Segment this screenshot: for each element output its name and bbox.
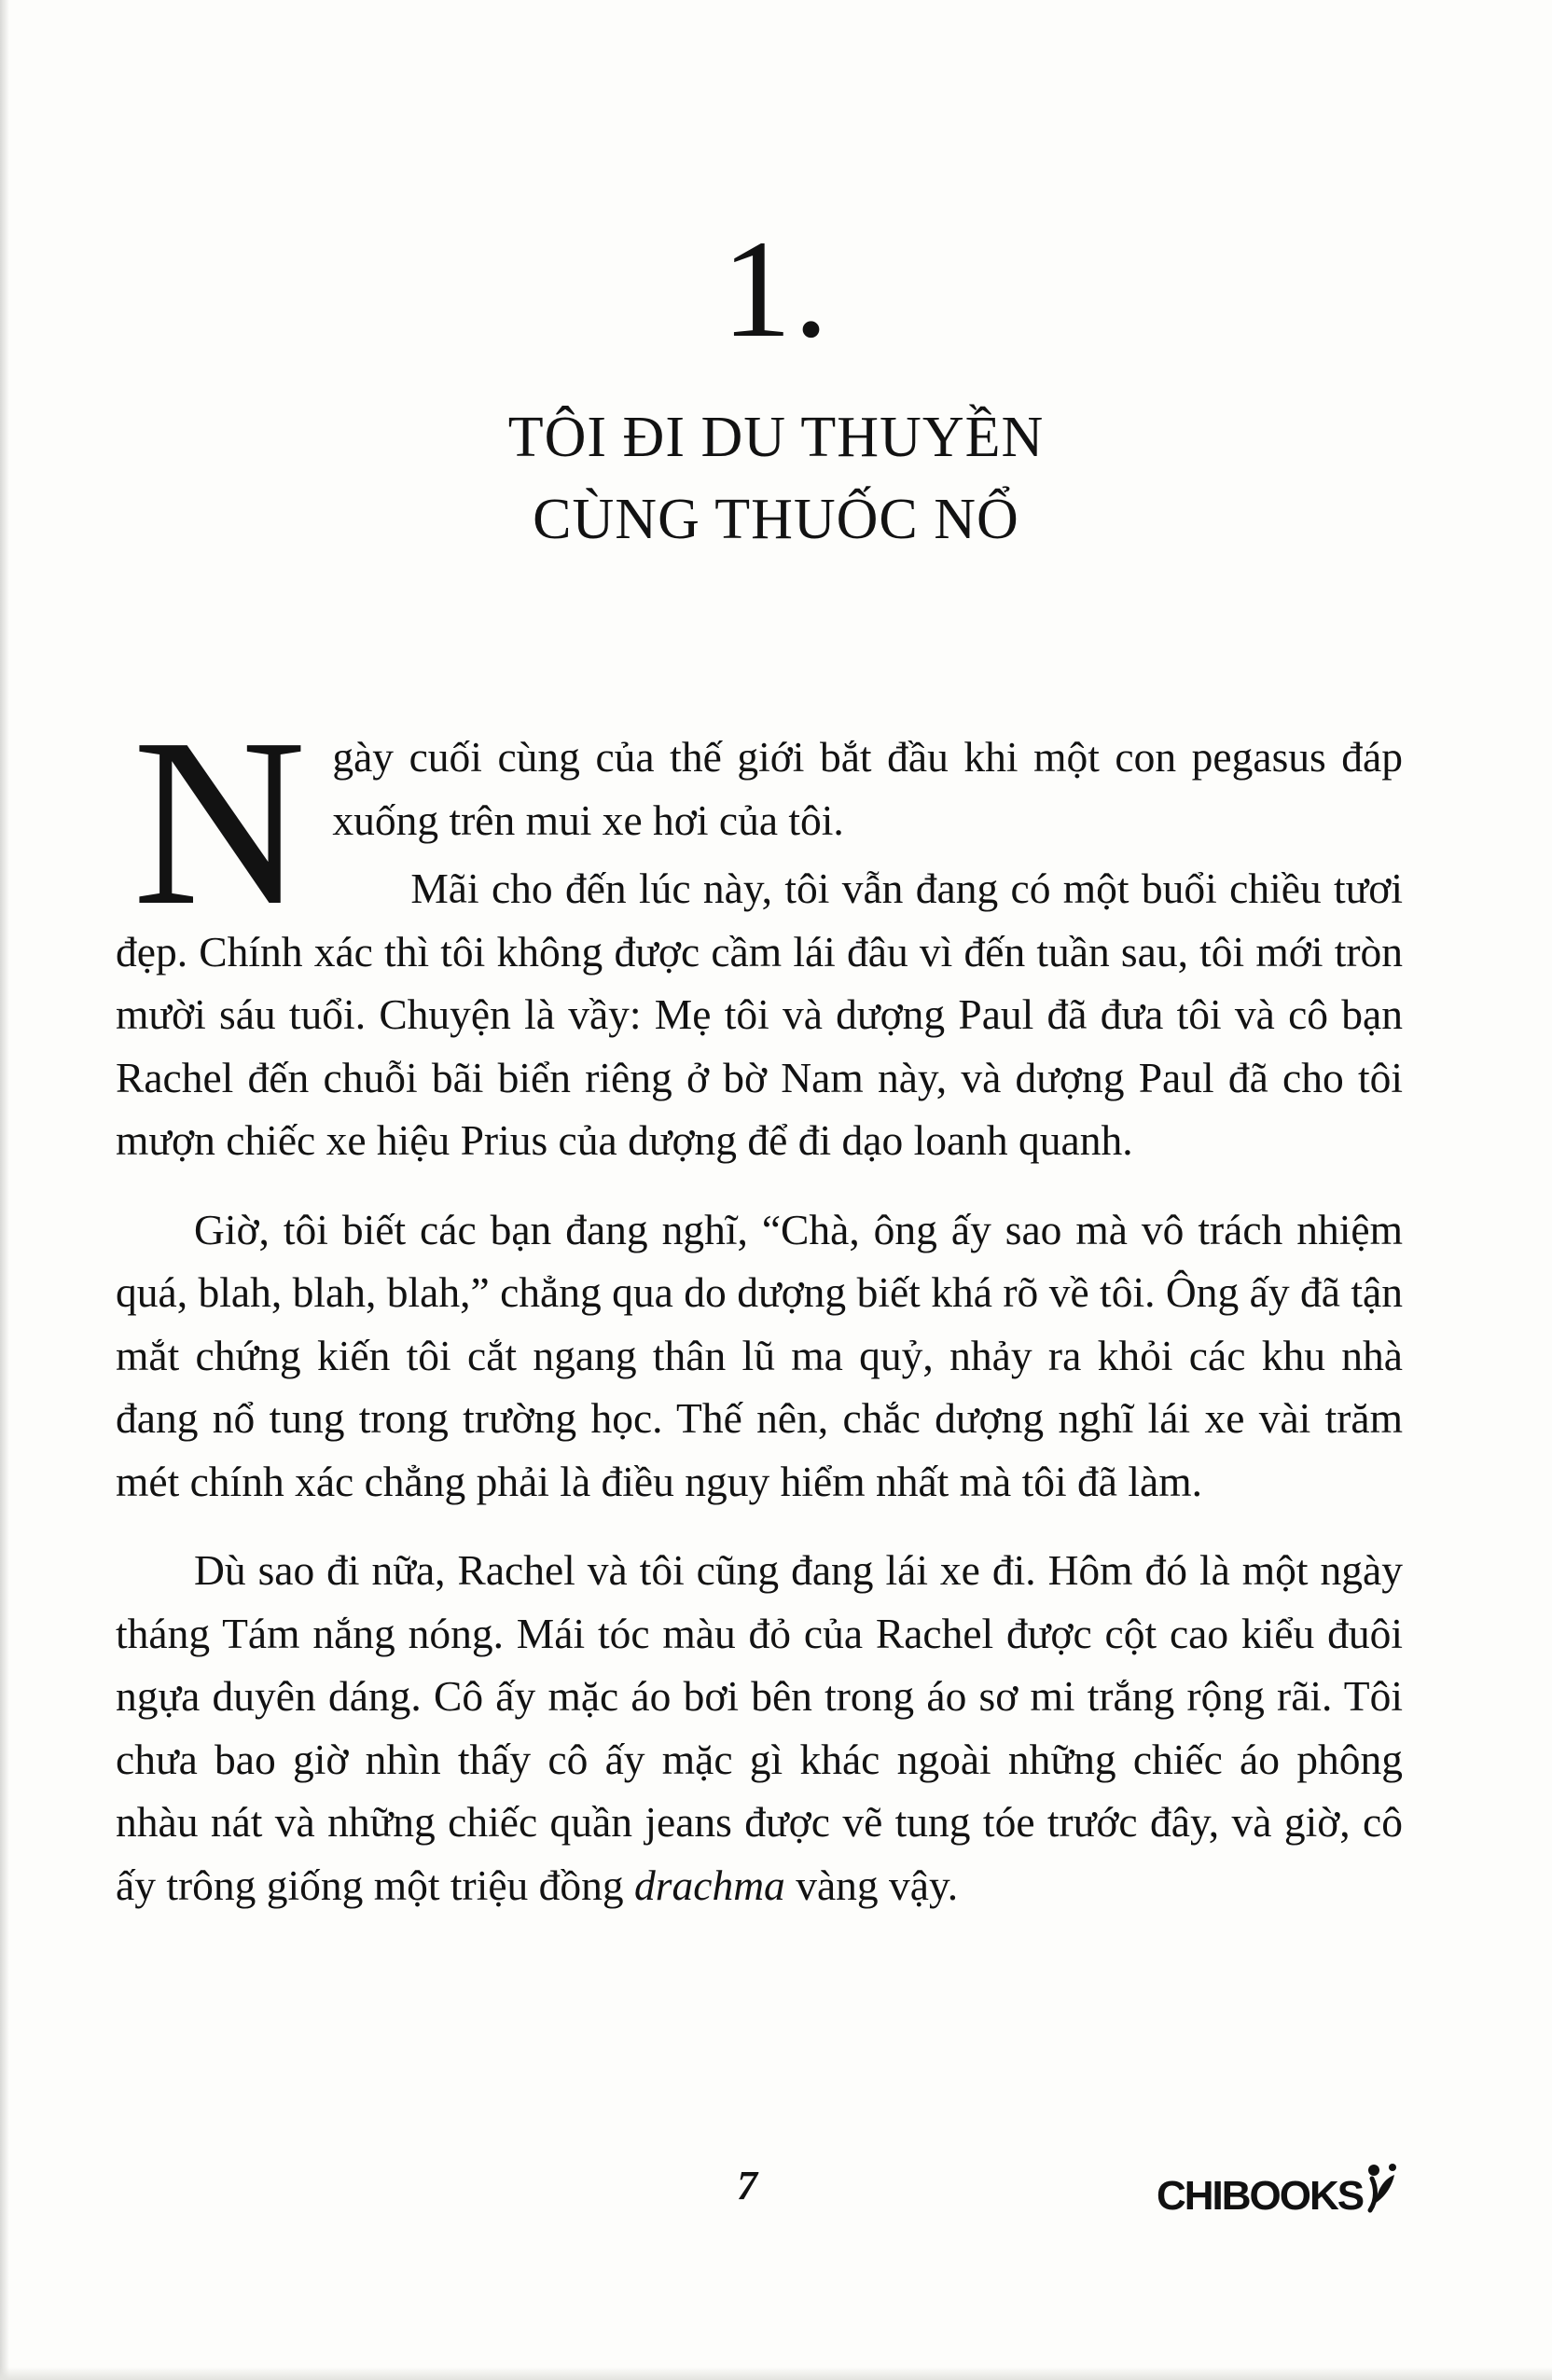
publisher-logo	[1157, 2162, 1402, 2220]
paragraph-4-text-b: vàng vậy.	[784, 1861, 959, 1909]
paragraph-4	[116, 1539, 1403, 1916]
chapter-title-line-2: CÙNG THUỐC NỔ	[533, 488, 1019, 551]
paragraph-3: Giờ, tôi biết các bạn đang nghĩ, “Chà, ông ấy sao mà vô trách nhiệm quá, blah, blah, blah,” chẳng qua do dượng biết khá rõ về tôi. Ông ấy đã tận mắt chứng kiến tôi cắt ngang thân lũ ma quỷ, nhảy ra khỏi các khu nhà đang nổ tung trong trường học. Thế nên, chắc dượng nghĩ lái xe vài trăm mét chính xác chẳng phải là điều nguy hiểm nhất mà tôi đã làm.	[116, 1205, 1403, 1505]
publisher-name: CHIBOOKS	[1157, 2173, 1364, 2219]
paragraph-4-text-a: Dù sao đi nữa, Rachel và tôi cũng đang lái xe đi. Hôm đó là một ngày tháng Tám nắng nóng. Mái tóc màu đỏ của Rachel được cột cao kiểu đuôi ngựa duyên dáng. Cô ấy mặc áo bơi bên trong áo sơ mi trắng rộng rãi. Tôi chưa bao giờ nhìn thấy cô ấy mặc gì khác ngoài những chiếc áo phông nhàu nát và những chiếc quần jeans được vẽ tung tóe trước đây, và giờ, cô ấy trông giống một triệu đồng	[116, 1546, 1403, 1909]
paragraph-1-text: gày cuối cùng của thế giới bắt đầu khi một con pegasus đáp xuống trên mui xe hơi của tôi.	[332, 733, 1403, 844]
paragraph-4-italic: drachma	[634, 1861, 785, 1909]
sprout-icon	[1365, 2162, 1402, 2214]
chapter-body	[116, 688, 1403, 1916]
page-number: 7	[737, 2163, 757, 2208]
chapter-number: 1.	[721, 212, 831, 367]
paragraph-1	[116, 688, 1403, 955]
scan-shadow-bottom	[0, 2367, 1552, 2380]
chapter-title	[0, 396, 1552, 560]
drop-cap: N	[132, 688, 307, 955]
paragraph-2: Mãi cho đến lúc này, tôi vẫn đang có một buổi chiều tươi đẹp. Chính xác thì tôi không được cầm lái đâu vì đến tuần sau, tôi mới tròn mười sáu tuổi. Chuyện là vầy: Mẹ tôi và dượng Paul đã đưa tôi và cô bạn Rachel đến chuỗi bãi biển riêng ở bờ Nam này, và dượng Paul đã cho tôi mượn chiếc xe hiệu Prius của dượng để đi dạo loanh quanh.	[116, 865, 1403, 1164]
chapter-title-line-1: TÔI ĐI DU THUYỀN	[507, 406, 1045, 469]
